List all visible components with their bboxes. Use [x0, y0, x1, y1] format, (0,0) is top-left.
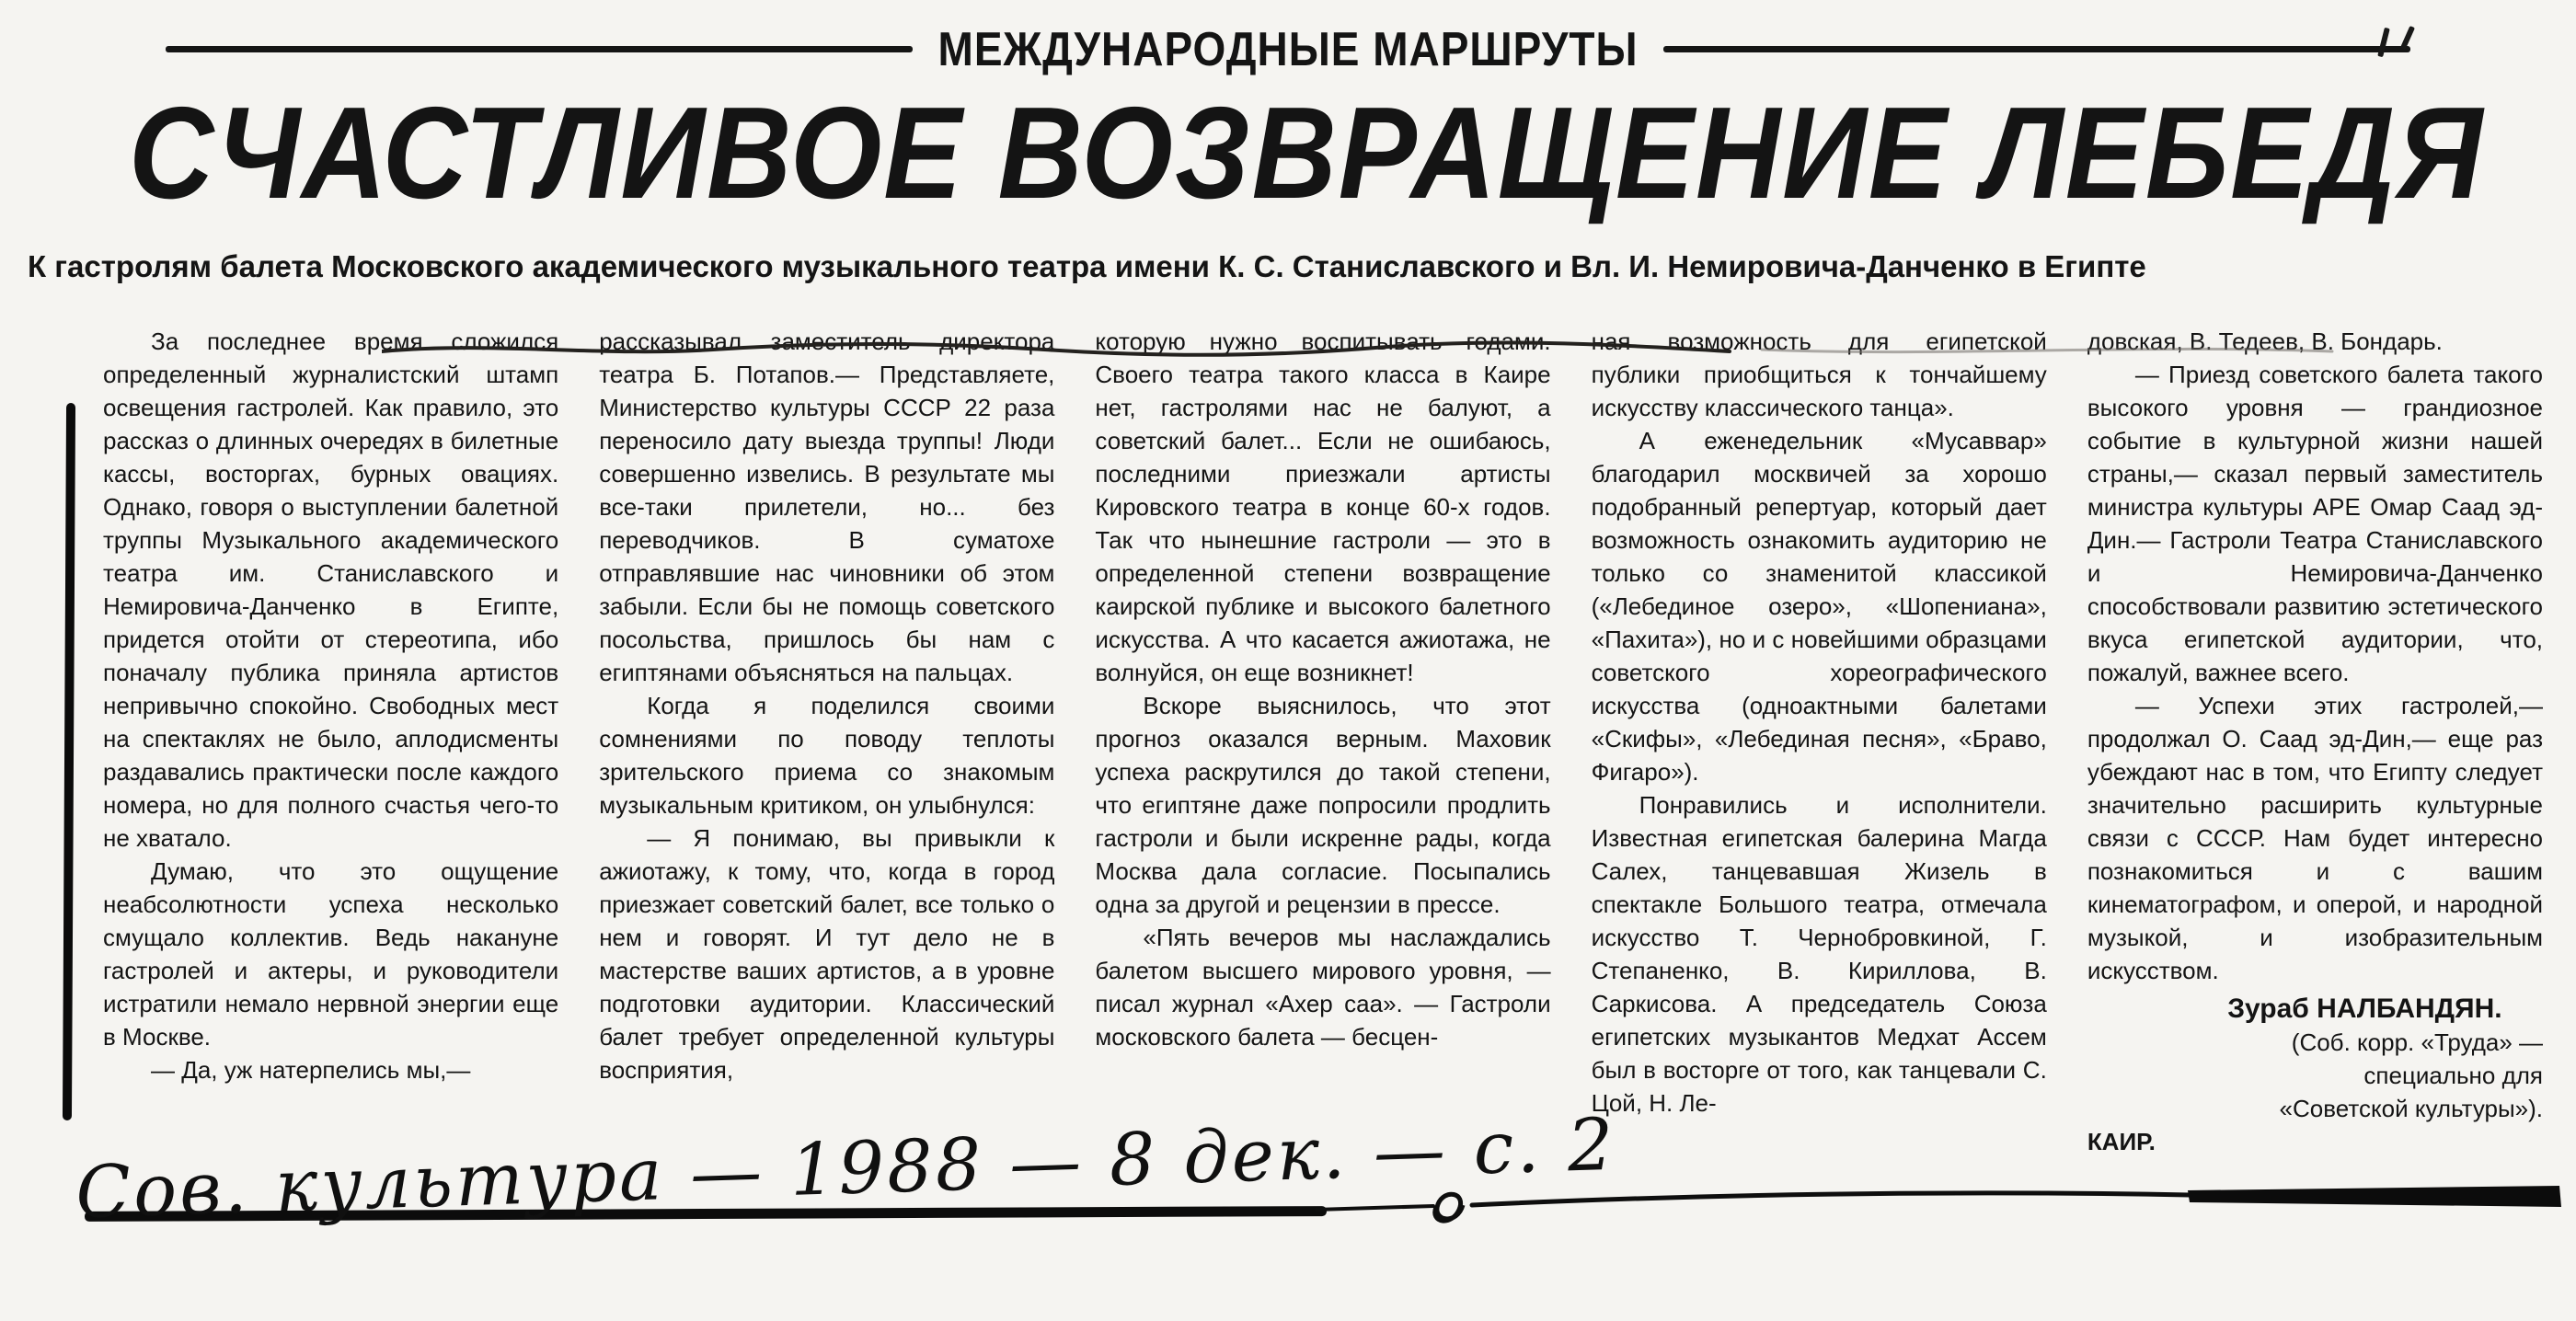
paragraph: Когда я поделился своими сомнениями по поводу теплоты зрительского приема со знакомым музыкальным критиком, он улыбнулся: [599, 692, 1055, 820]
paragraph: рассказывал заместитель директора театра Б. Потапов.— Представляете, Министерство культуры СССР 22 раза переносило дату выезда труппы! Люди совершенно извелись. В результате мы все-таки прилетели, но... без переводчиков. В суматохе отправлявшие нас чиновники об этом забыли. Если бы не помощь советского посольства, пришлось бы нам с египтянами объясняться на пальцах. [599, 327, 1055, 687]
kicker-rule-left [166, 46, 913, 52]
newspaper-clipping [0, 21, 2576, 1235]
paragraph: Понравились и исполнители. Известная египетская балерина Магда Салех, танцевавшая Жизель в спектакле Большого театра, отмечала искусство Т. Чернобровкиной, Г. Степаненко, В. Кириллова, В. Саркисова. А председатель Союза египетских музыкантов Медхат Ассем был в восторге от того, как танцевали С. Цой, Н. Ле- [1591, 791, 2047, 1118]
paragraph: которую нужно воспитывать годами. Своего театра такого класса в Каире нет, гастролями нас не балуют, а советский балет... Если не ошибаюсь, последними приезжали артисты Кировского театра в конце 60-х годов. Так что нынешние гастроли — это в определенной степени возвращение каирской публике и высокого балетного искусства. А что касается ажиотажа, не волнуйся, он еще возникнет! [1095, 327, 1551, 687]
article-column-3 [1095, 325, 1550, 1158]
article-column-2 [599, 325, 1054, 1158]
kicker-rule-right [1663, 46, 2410, 52]
article-body [0, 325, 2576, 1158]
author-signature: Зураб НАЛБАНДЯН. [2227, 994, 2502, 1025]
article-column-4 [1592, 325, 2047, 1158]
paragraph: А еженедельник «Мусаввар» благодарил москвичей за хорошо подобранный репертуар, который дает возможность ознакомить аудиторию не только со знаменитой классикой («Лебединое озеро», «Шопениана», «Пахита»), но и с новейшими образцами советского хореографического искусства (одноактными балетами «Скифы», «Лебединая песня», «Браво, Фигаро»). [1591, 427, 2047, 787]
correspondent-note: специально для [2363, 1062, 2544, 1090]
paragraph: «Пять вечеров мы наслаждались балетом высшего мирового уровня, — писал журнал «Ахер саа». — Гастроли московского балета — бесцен- [1095, 924, 1551, 1051]
kicker: МЕЖДУНАРОДНЫЕ МАРШРУТЫ [937, 21, 1639, 76]
paragraph: Думаю, что это ощущение неабсолютности успеха несколько смущало коллектив. Ведь накануне гастролей и актеры, и руководители истратили немало нервной энергии еще в Москве. [103, 857, 559, 1051]
pen-marks-artifact [2381, 26, 2455, 66]
handwritten-annotation: Сов. культура — 1988 — 8 дек. — с. 2 [74, 1103, 1617, 1235]
subtitle: К гастролям балета Московского академического музыкального театра имени К. С. Станиславского и Вл. И. Немировича-Данченко в Египте [28, 249, 2146, 284]
article-column-5 [2087, 325, 2543, 1158]
paragraph: За последнее время сложился определенный журналистский штамп освещения гастролей. Как правило, это рассказ о длинных очередях в билетные кассы, восторгах, бурных овациях. Однако, говоря о выступлении балетной труппы Музыкального академического театра им. Станиславского и Немировича-Данченко в Египте, придется отойти от стереотипа, ибо поначалу публика приняла артистов непривычно спокойно. Свободных мест на спектаклях не было, аплодисменты раздавались практически после каждого номера, но для полного счастья чего-то не хватало. [103, 327, 559, 853]
paragraph: — Успехи этих гастролей,— продолжал О. Саад эд-Дин,— еще раз убеждают нас в том, что Египту следует значительно расширить культурные связи с СССР. Нам будет интересно познакомиться и с вашим кинематографом, и оперой, и народной музыкой, и изобразительным искусством. [2087, 692, 2544, 985]
correspondent-note: (Соб. корр. «Труда» — [2291, 1028, 2544, 1057]
paragraph: довская, В. Тедеев, В. Бондарь. [2087, 327, 2443, 356]
article-column-1 [103, 325, 558, 1158]
paragraph: — Да, уж натерпелись мы,— [151, 1056, 471, 1085]
kicker-row [166, 21, 2410, 76]
dateline: КАИР. [2087, 1128, 2156, 1156]
correspondent-note: «Советской культуры»). [2279, 1095, 2544, 1123]
paragraph: Вскоре выяснилось, что этот прогноз оказался верным. Маховик успеха раскрутился до такой степени, что египтяне даже попросили продлить гастроли и были искренне рады, когда Москва дала согласие. Посыпались одна за другой и рецензии в прессе. [1095, 692, 1551, 919]
headline: СЧАСТЛИВОЕ ВОЗВРАЩЕНИЕ ЛЕБЕДЯ [129, 80, 2485, 226]
paragraph: — Я понимаю, вы привыкли к ажиотажу, к тому, что, когда в город приезжает советский балет, все только о нем и говорят. И тут дело не в мастерстве ваших артистов, а в уровне подготовки аудитории. Классический балет требует определенной культуры восприятия, [599, 824, 1055, 1085]
paragraph: ная возможность для египетской публики приобщиться к тончайшему искусству классического танца». [1591, 327, 2047, 422]
paragraph: — Приезд советского балета такого высокого уровня — грандиозное событие в культурной жизни нашей страны,— сказал первый заместитель министра культуры АРЕ Омар Саад эд-Дин.— Гастроли Театра Станиславского и Немировича-Данченко способствовали развитию эстетического вкуса египетской аудитории, что, пожалуй, важнее всего. [2087, 361, 2544, 687]
